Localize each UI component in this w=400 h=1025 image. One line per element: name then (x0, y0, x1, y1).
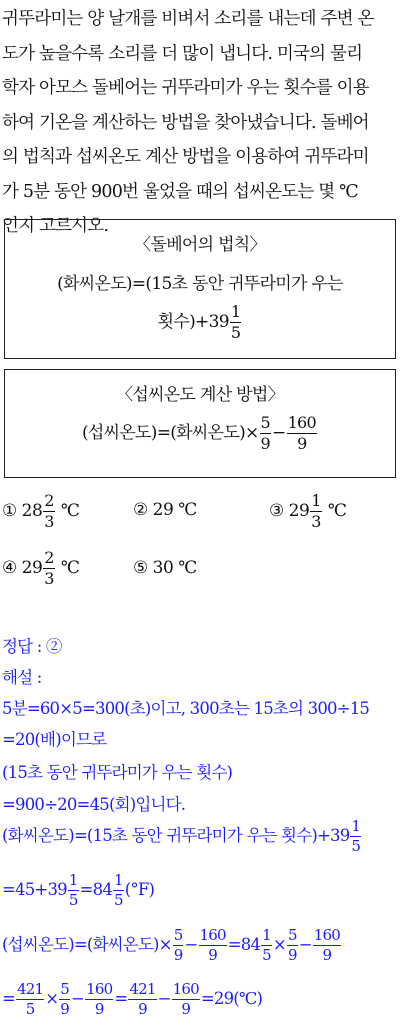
choice-whole: 30 (152, 558, 174, 578)
numerator: 1 (114, 871, 123, 889)
formula-text: =45+39 (2, 880, 67, 899)
operator: − (71, 989, 85, 1008)
formula-text: =84 (227, 935, 261, 954)
numerator: 1 (262, 926, 271, 944)
numerator: 1 (311, 491, 321, 510)
operator: × (45, 989, 59, 1008)
denominator: 5 (68, 891, 78, 909)
problem-line: 인지 고르시오. (2, 216, 109, 236)
formula-text: =29(℃) (200, 989, 263, 1008)
dolbear-law-box (4, 219, 396, 359)
numerator: 5 (260, 413, 271, 432)
formula-text: (섭씨온도)=(화씨온도)× (2, 935, 172, 954)
numerator: 1 (230, 302, 241, 321)
numerator: 1 (351, 817, 361, 835)
denominator: 9 (260, 434, 271, 453)
choice-marker: ② (133, 500, 148, 520)
denominator: 3 (44, 512, 54, 531)
choice-marker: ① (2, 501, 17, 521)
fraction (68, 873, 79, 908)
denominator: 3 (44, 569, 54, 588)
answer-line: 정답 : ② (2, 637, 62, 656)
numerator: 421 (129, 980, 156, 998)
solution-line: 5분=60×5=300(초)이고, 300초는 15초의 300÷15 (2, 699, 370, 718)
box-title: 〈섭씨온도 계산 방법〉 (116, 385, 284, 405)
formula-text: (섭씨온도)=(화씨온도)× (81, 423, 259, 443)
fraction (173, 928, 184, 963)
fraction (16, 982, 44, 1017)
fraction (287, 928, 298, 963)
choice-5[interactable] (133, 558, 197, 578)
celsius-method-box (4, 369, 396, 478)
solution-line (2, 982, 262, 1017)
problem-line: 학자 아모스 돌베어는 귀뚜라미가 우는 횟수를 이용 (2, 78, 369, 98)
choice-unit: ℃ (178, 558, 197, 578)
formula-text: = (2, 989, 16, 1008)
numerator: 160 (313, 926, 340, 944)
denominator: 9 (173, 946, 183, 964)
fraction (261, 928, 272, 963)
denominator: 9 (138, 1000, 147, 1018)
box-title: 〈돌베어의 법칙〉 (134, 235, 266, 255)
problem-line: 도가 높을수록 소리를 더 많이 냅니다. 미국의 물리 (2, 43, 363, 64)
numerator: 160 (86, 980, 113, 998)
denominator: 5 (25, 1000, 35, 1018)
numerator: 2 (44, 491, 54, 510)
choice-whole: 29 (21, 558, 43, 578)
denominator: 9 (297, 434, 307, 453)
denominator: 5 (230, 323, 241, 342)
choice-unit: ℃ (178, 500, 197, 520)
solution-line (2, 873, 154, 908)
numerator: 1 (68, 871, 78, 889)
choice-whole: 29 (152, 500, 174, 520)
choice-unit: ℃ (60, 501, 80, 521)
choice-whole: 28 (21, 501, 43, 521)
formula-text: 횟수)+39 (157, 312, 229, 332)
fraction (287, 415, 317, 452)
denominator: 3 (311, 512, 321, 531)
denominator: 9 (322, 946, 332, 964)
choice-marker: ④ (2, 558, 17, 578)
problem-line: 귀뚜라미는 양 날개를 비벼서 소리를 내는데 주변 온 (2, 9, 374, 29)
denominator: 9 (208, 946, 217, 964)
solution-line: =20(배)이므로 (2, 730, 107, 749)
problem-line: 의 법칙과 섭씨온도 계산 방법을 이용하여 귀뚜라미 (2, 147, 369, 167)
problem-text (2, 2, 398, 244)
numerator: 5 (173, 926, 183, 944)
choice-marker: ⑤ (133, 558, 148, 578)
solution-line (2, 819, 362, 854)
choice-2[interactable] (133, 500, 197, 520)
solution-line: (15초 동안 귀뚜라미가 우는 횟수) (2, 763, 233, 782)
denominator: 9 (94, 1000, 104, 1018)
formula-text: =84 (79, 880, 113, 899)
formula-line (5, 304, 395, 341)
formula-line: (화씨온도)=(15초 동안 귀뚜라미가 우는 (57, 274, 343, 294)
fraction (199, 928, 227, 963)
fraction (310, 493, 322, 530)
explanation-heading: 해설 : (2, 668, 42, 687)
numerator: 160 (287, 413, 317, 432)
choice-unit: ℃ (60, 558, 80, 578)
fraction (172, 982, 200, 1017)
operator: − (272, 423, 286, 443)
denominator: 9 (181, 1000, 191, 1018)
choice-whole: 29 (288, 501, 310, 521)
problem-line: 가 5분 동안 900번 울었을 때의 섭씨온도는 몇 ℃ (2, 181, 358, 202)
denominator: 9 (60, 1000, 70, 1018)
choice-3[interactable] (269, 493, 346, 530)
fraction (113, 873, 124, 908)
denominator: 9 (287, 946, 297, 964)
fraction (313, 928, 341, 963)
numerator: 160 (172, 980, 199, 998)
fraction (59, 982, 70, 1017)
operator: × (272, 935, 286, 954)
formula-text: (°F) (124, 880, 155, 899)
choice-1[interactable] (2, 493, 79, 530)
operator: − (157, 989, 171, 1008)
numerator: 160 (199, 926, 226, 944)
fraction (43, 493, 55, 530)
numerator: 5 (287, 926, 297, 944)
choice-unit: ℃ (327, 501, 347, 521)
choice-4[interactable] (2, 550, 79, 587)
fraction (43, 550, 55, 587)
formula-line (5, 415, 395, 452)
fraction (230, 304, 241, 341)
fraction (85, 982, 113, 1017)
denominator: 5 (262, 946, 271, 964)
problem-line: 하여 기온을 계산하는 방법을 찾아냈습니다. 돌베어 (2, 112, 369, 133)
numerator: 421 (17, 980, 44, 998)
choice-marker: ③ (269, 501, 284, 521)
operator: − (298, 935, 312, 954)
numerator: 2 (44, 548, 54, 567)
fraction (350, 819, 361, 854)
formula-text: (화씨온도)=(15초 동안 귀뚜라미가 우는 횟수)+39 (2, 826, 350, 845)
operator: = (114, 989, 128, 1008)
fraction (128, 982, 156, 1017)
operator: − (184, 935, 198, 954)
denominator: 5 (114, 891, 123, 909)
fraction (260, 415, 271, 452)
solution-line (2, 928, 342, 963)
denominator: 5 (351, 837, 361, 855)
solution-line: =900÷20=45(회)입니다. (2, 795, 186, 814)
numerator: 5 (60, 980, 70, 998)
